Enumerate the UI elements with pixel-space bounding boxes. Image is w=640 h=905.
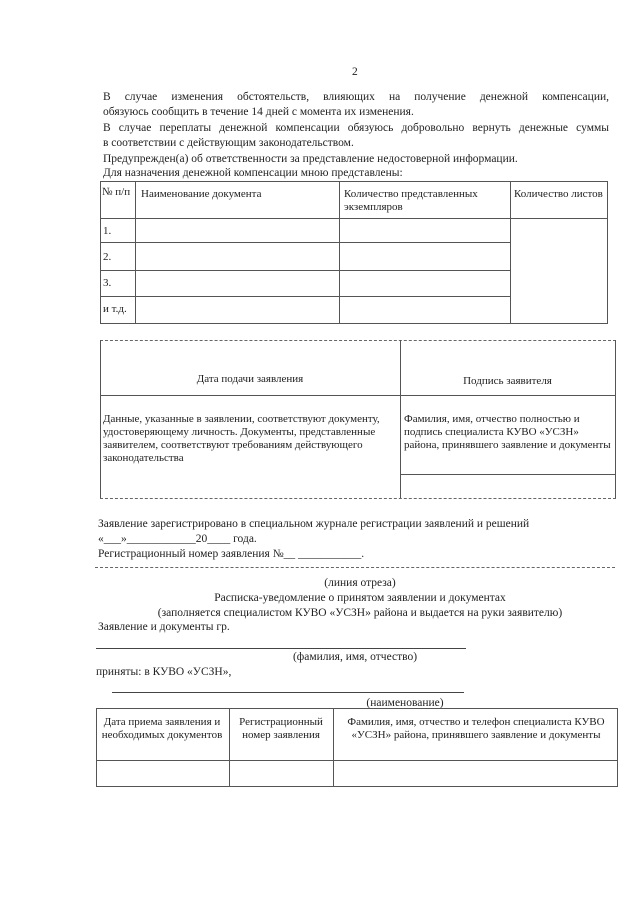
page-number: 2 [352,66,358,78]
submission-date-label: Дата подачи заявления [196,373,304,385]
intro-line-4: в соответствии с действующим законодательством. [103,137,354,149]
table-row-3-number: 3. [103,277,112,289]
organization-line [112,692,464,693]
registration-statement: Заявление зарегистрировано в специальном журнале регистрации заявлений и решений [98,518,530,530]
intro-line-5: Предупрежден(а) об ответственности за представление недостоверной информации. [103,153,518,165]
verification-statement: Данные, указанные в заявлении, соответствуют документу, удостоверяющему личность. Документы, представленные заявителем, соответствуют требованиям действующего законодательства [103,413,380,464]
accepted-label: приняты: в КУВО «УСЗН», [96,666,232,678]
intro-line-2: обязуюсь сообщить в течение 14 дней с момента их изменения. [103,106,414,118]
cut-line-caption: (линия отреза) [324,577,396,589]
registration-date-line: «___»____________20____ года. [98,533,257,545]
header-document-name: Наименование документа [141,188,262,200]
receipt-subtitle: (заполняется специалистом КУВО «УСЗН» района и выдается на руки заявителю) [157,607,563,619]
intro-line-1: В случае изменения обстоятельств, влияющих на получение денежной компенсации, [103,91,609,103]
table-row-1-number: 1. [103,225,112,237]
applicant-signature-label: Подпись заявителя [463,375,552,387]
receipt-col-registration: Регистрационный номер заявления [239,716,323,741]
registration-number-line: Регистрационный номер заявления №__ ___________. [98,548,365,560]
table-row-2-number: 2. [103,251,112,263]
intro-line-3: В случае переплаты денежной компенсации обязуюсь добровольно вернуть денежные суммы [103,122,609,134]
header-sheets: Количество листов [514,188,603,200]
receipt-col-specialist: Фамилия, имя, отчество и телефон специалиста КУВО «УСЗН» района, принявшего заявление и документы [347,716,605,741]
documents-from-label: Заявление и документы гр. [98,621,230,633]
specialist-caption: Фамилия, имя, отчество полностью и подпись специалиста КУВО «УСЗН» района, принявшего заявление и документы [404,413,611,451]
receipt-title: Расписка-уведомление о принятом заявлении и документах [214,592,506,604]
header-number: № п/п [102,186,131,198]
receipt-col-date: Дата приема заявления и необходимых документов [101,716,223,741]
intro-line-6: Для назначения денежной компенсации мною представлены: [103,167,403,179]
fio-caption: (фамилия, имя, отчество) [292,651,418,663]
organization-caption: (наименование) [366,697,444,709]
header-quantity: Количество представленных экземпляров [344,188,478,213]
table-row-etc-number: и т.д. [103,303,127,315]
fio-line [96,648,466,649]
cut-line [95,567,615,568]
